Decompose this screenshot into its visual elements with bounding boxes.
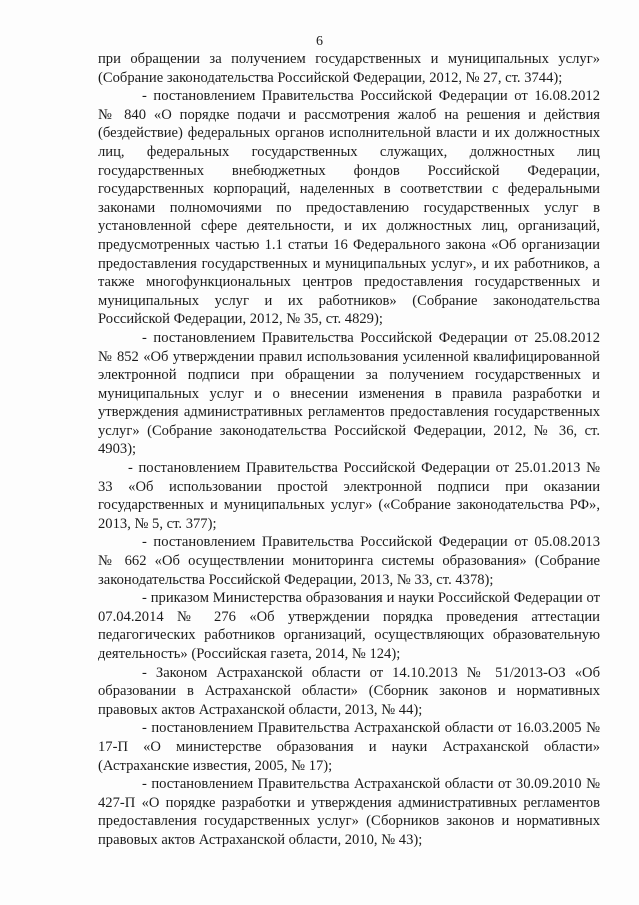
paragraph-decree-852: - постановлением Правительства Российской Федерации от 25.08.2012 № 852 «Об утверждении правил использования усиленной квалифицированной электронной подписи при обращении за получением государственных и муниципальных услуг и о внесении изменения в правила разработки и утверждения административных регламентов предоставления государственных услуг» (Собрание законодательства Российской Федерации, 2012, № 36, ст. 4903);: [98, 329, 600, 458]
paragraph-decree-427p: - постановлением Правительства Астраханской области от 30.09.2010 № 427-П «О порядке разработки и утверждения административных регламентов предоставления государственных услуг» (Сборников законов и нормативных правовых актов Астраханской области, 2010, № 43);: [98, 776, 600, 848]
paragraph-decree-33: - постановлением Правительства Российской Федерации от 25.01.2013 № 33 «Об использовании простой электронной подписи при оказании государственных и муниципальных услуг» («Собрание законодательства РФ», 2013, № 5, ст. 377);: [98, 460, 600, 532]
paragraph-continuation: при обращении за получением государственных и муниципальных услуг» (Собрание законодательства Российской Федерации, 2012, № 27, ст. 3744);: [98, 51, 600, 86]
page-number: 6: [316, 34, 323, 49]
paragraph-law-51: - Законом Астраханской области от 14.10.2013 № 51/2013-ОЗ «Об образовании в Астраханской области» (Сборник законов и нормативных правовых актов Астраханской области, 2013, № 44);: [98, 664, 600, 718]
paragraph-decree-840: - постановлением Правительства Российской Федерации от 16.08.2012 № 840 «О порядке подачи и рассмотрения жалоб на решения и действия (бездействие) федеральных органов исполнительной власти и их должностных лиц, федеральных государственных служащих, должностных лиц государственных внебюджетных фондов Российской Федерации, государственных корпораций, наделенных в соответствии с федеральными законами полномочиями по предоставлению государственных услуг в установленной сфере деятельности, и их должностных лиц, организаций, предусмотренных частью 1.1 статьи 16 Федерального закона «Об организации предоставления государственных и муниципальных услуг», и их работников, а также многофункциональных центров предоставления государственных и муниципальных услуг и их работников» (Собрание законодательства Российской Федерации, 2012, № 35, ст. 4829);: [98, 88, 600, 328]
paragraph-decree-17p: - постановлением Правительства Астраханской области от 16.03.2005 № 17-П «О министерстве образования и науки Астраханской области» (Астраханские известия, 2005, № 17);: [98, 720, 600, 774]
document-body: [98, 50, 600, 850]
paragraph-order-276: - приказом Министерства образования и науки Российской Федерации от 07.04.2014 № 276 «Об утверждении порядка проведения аттестации педагогических работников организаций, осуществляющих образовательную деятельность» (Российская газета, 2014, № 124);: [98, 590, 600, 662]
paragraph-decree-662: - постановлением Правительства Российской Федерации от 05.08.2013 № 662 «Об осуществлении мониторинга системы образования» (Собрание законодательства Российской Федерации, 2013, № 33, ст. 4378);: [98, 534, 600, 588]
